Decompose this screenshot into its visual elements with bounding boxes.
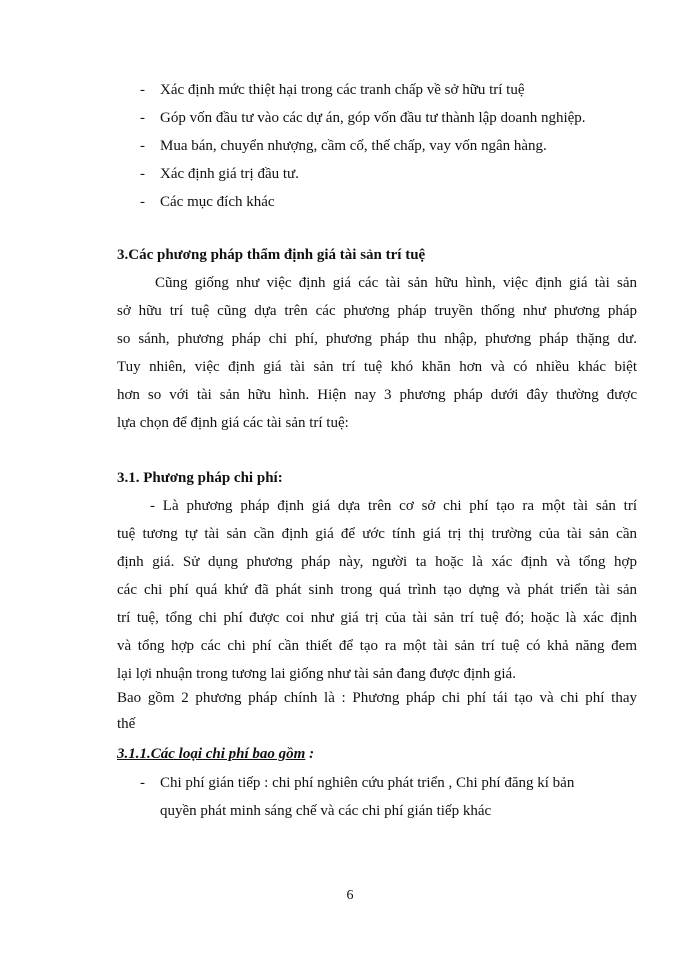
bullet-text [160, 773, 630, 829]
paragraph-line: tuệ tương tự tài sản cần định giá để ước tính giá trị thị trường của tài sản cần [117, 526, 637, 542]
bullet-text: Xác định giá trị đầu tư. [160, 166, 299, 182]
bullet-dash: - [140, 194, 145, 210]
bullet-line: quyền phát minh sáng chế và các chi phí gián tiếp khác [160, 803, 492, 819]
paragraph-line: trí tuệ, tổng chi phí được coi như giá trị của tài sản trí tuệ đó; hoặc là xác định [117, 610, 637, 626]
paragraph-line: Cũng giống như việc định giá các tài sản hữu hình, việc định giá tài sản [155, 275, 637, 291]
section-3-1-heading: 3.1. Phương pháp chi phí: [117, 470, 283, 486]
paragraph-line: Tuy nhiên, việc định giá tài sản trí tuệ khó khăn hơn và có nhiều khác biệt [117, 359, 637, 375]
section-3-heading: 3.Các phương pháp thẩm định giá tài sản trí tuệ [117, 247, 426, 263]
section-3-paragraph [117, 273, 637, 441]
paragraph-line: so sánh, phương pháp chi phí, phương pháp thu nhập, phương pháp thặng dư. [117, 331, 637, 347]
bullet-text: Góp vốn đầu tư vào các dự án, góp vốn đầu tư thành lập doanh nghiệp. [160, 110, 586, 126]
paragraph-line: - Là phương pháp định giá dựa trên cơ sở chi phí tạo ra một tài sản trí [150, 498, 637, 514]
section-3-1-1-heading [117, 744, 314, 764]
paragraph-line: các chi phí quá khứ đã phát sinh trong quá trình tạo dựng và phát triển tài sản [117, 582, 637, 598]
paragraph-line: hơn so với tài sản hữu hình. Hiện nay 3 phương pháp dưới đây thường được [117, 387, 637, 403]
paragraph-line: sở hữu trí tuệ cũng dựa trên các phương pháp truyền thống như phương pháp [117, 303, 637, 319]
bullet-dash: - [140, 110, 145, 126]
page-number: 6 [346, 888, 354, 903]
paragraph-line: định giá. Sử dụng phương pháp này, người ta hoặc là xác định và tổng hợp [117, 554, 637, 570]
section-3-1-1-heading-text: 3.1.1.Các loại chi phí bao gồm [117, 746, 306, 762]
bullet-text: Xác định mức thiệt hại trong các tranh chấp về sở hữu trí tuệ [160, 82, 525, 98]
section-3-1-1-heading-colon: : [305, 746, 315, 762]
section-3-1-paragraph [117, 496, 637, 692]
paragraph-line: lại lợi nhuận trong tương lai giống như tài sản đang được định giá. [117, 666, 516, 682]
bullet-line: Chi phí gián tiếp : chi phí nghiên cứu phát triển , Chi phí đăng kí bản [160, 775, 575, 791]
paragraph-line: thế [117, 716, 136, 732]
bullet-dash: - [140, 82, 145, 98]
bullet-dash: - [140, 138, 145, 154]
paragraph-line: lựa chọn để định giá các tài sản trí tuệ: [117, 415, 349, 431]
bullet-dash: - [140, 775, 145, 791]
bullet-text: Mua bán, chuyển nhượng, cầm cố, thế chấp, vay vốn ngân hàng. [160, 138, 547, 154]
bullet-dash: - [140, 166, 145, 182]
paragraph-line: và tổng hợp các chi phí cần thiết để tạo ra một tài sản trí tuệ có khả năng đem [117, 638, 637, 654]
bullet-text: Các mục đích khác [160, 194, 275, 210]
methods-summary [117, 688, 637, 742]
paragraph-line: Bao gồm 2 phương pháp chính là : Phương pháp chi phí tái tạo và chi phí thay [117, 690, 637, 706]
